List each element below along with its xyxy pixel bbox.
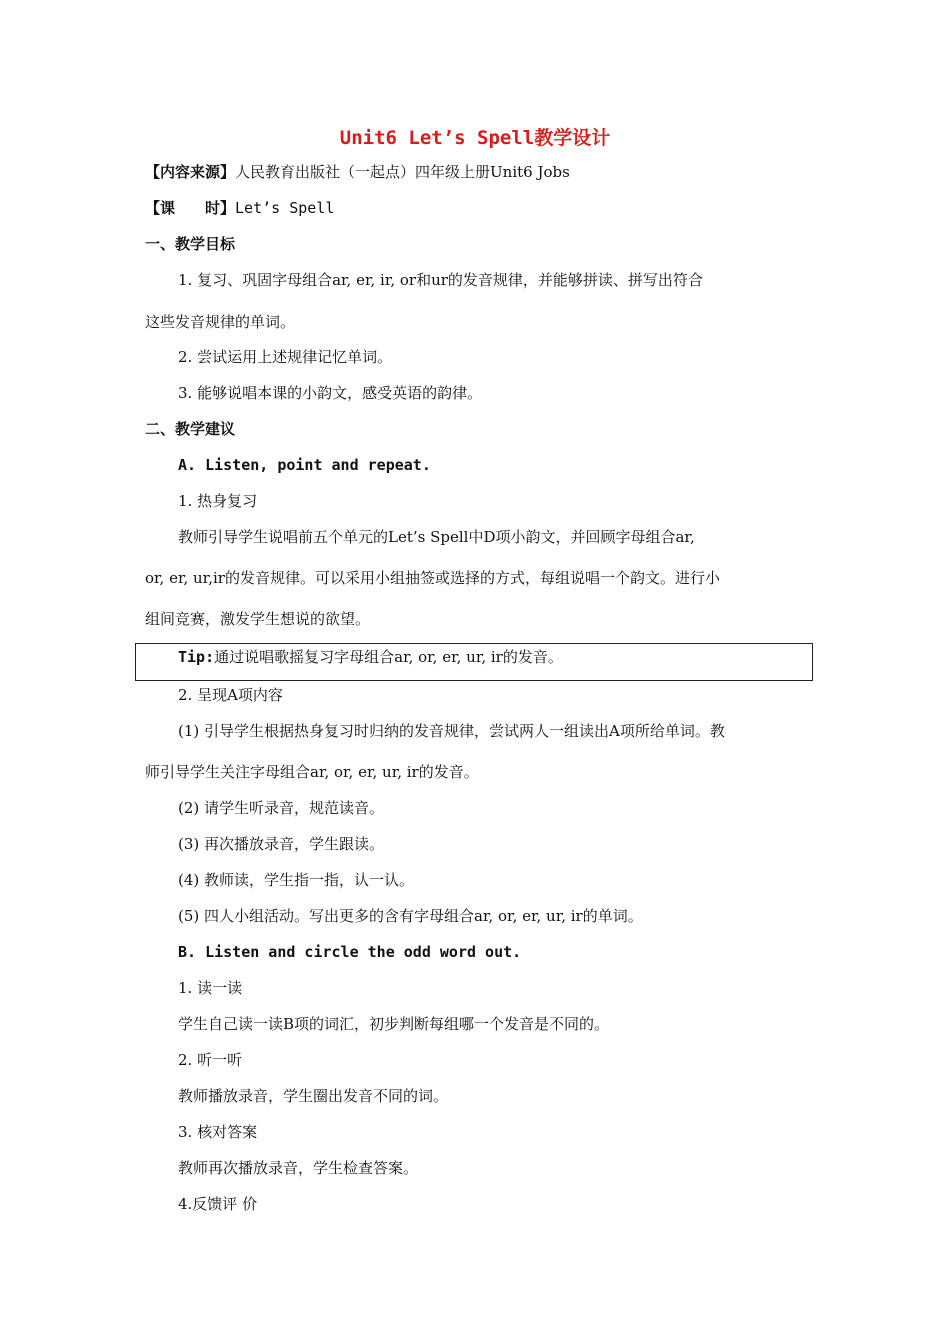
part-a-sub-3: (3) 再次播放录音，学生跟读。	[178, 835, 385, 853]
goal-2: 2. 尝试运用上述规律记忆单词。	[178, 348, 393, 366]
tip-label: Tip:	[178, 648, 215, 666]
content-source-line	[145, 162, 570, 182]
part-a-sub-1-line-2: 师引导学生关注字母组合ar, or, er, ur, ir的发音。	[145, 763, 479, 781]
goal-3: 3. 能够说唱本课的小韵文，感受英语的韵律。	[178, 384, 483, 402]
part-b-step-3-text: 教师再次播放录音，学生检查答案。	[178, 1159, 419, 1177]
part-a-step-1-line-1: 教师引导学生说唱前五个单元的Let’s Spell中D项小韵文，并回顾字母组合ar,	[178, 528, 695, 546]
lesson-label: 【课 时】	[145, 199, 236, 217]
part-b-step-3-title: 3. 核对答案	[178, 1123, 258, 1141]
part-a-sub-1-line-1: (1) 引导学生根据热身复习时归纳的发音规律，尝试两人一组读出A项所给单词。教	[178, 722, 725, 740]
part-b-step-2-text: 教师播放录音，学生圈出发音不同的词。	[178, 1087, 449, 1105]
part-a-sub-4: (4) 教师读，学生指一指，认一认。	[178, 871, 415, 889]
tip-line	[178, 647, 563, 667]
part-b-step-4-title: 4.反馈评 价	[178, 1195, 258, 1213]
part-b-step-1-text: 学生自己读一读B项的词汇，初步判断每组哪一个发音是不同的。	[178, 1015, 610, 1033]
tip-text: 通过说唱歌摇复习字母组合ar, or, er, ur, ir的发音。	[214, 648, 563, 666]
part-a-step-2-title: 2. 呈现A项内容	[178, 686, 283, 704]
part-a-sub-5: (5) 四人小组活动。写出更多的含有字母组合ar, or, er, ur, ir的单词。	[178, 907, 643, 925]
document-title: Unit6 Let’s Spell教学设计	[339, 127, 611, 149]
part-b-title: B. Listen and circle the odd word out.	[178, 943, 522, 961]
lesson-line	[145, 198, 334, 218]
content-source-label: 【内容来源】	[145, 163, 236, 181]
section-heading-suggestions: 二、教学建议	[145, 420, 236, 438]
lesson-text: Let’s Spell	[235, 199, 335, 217]
part-a-step-1-line-2: or, er, ur,ir的发音规律。可以采用小组抽签或选择的方式，每组说唱一个韵文。进行小	[145, 569, 720, 587]
part-a-sub-2: (2) 请学生听录音，规范读音。	[178, 799, 385, 817]
goal-1-line-1: 1. 复习、巩固字母组合ar, er, ir, or和ur的发音规律，并能够拼读、拼写出符合	[178, 271, 703, 289]
content-source-text: 人民教育出版社（一起点）四年级上册Unit6 Jobs	[235, 163, 570, 181]
part-a-title: A. Listen, point and repeat.	[178, 456, 431, 474]
part-a-step-1-title: 1. 热身复习	[178, 492, 258, 510]
part-a-step-1-line-3: 组间竞赛，激发学生想说的欲望。	[145, 610, 371, 628]
part-b-step-2-title: 2. 听一听	[178, 1051, 243, 1069]
section-heading-goals: 一、教学目标	[145, 235, 236, 253]
goal-1-line-2: 这些发音规律的单词。	[145, 313, 296, 331]
part-b-step-1-title: 1. 读一读	[178, 979, 243, 997]
